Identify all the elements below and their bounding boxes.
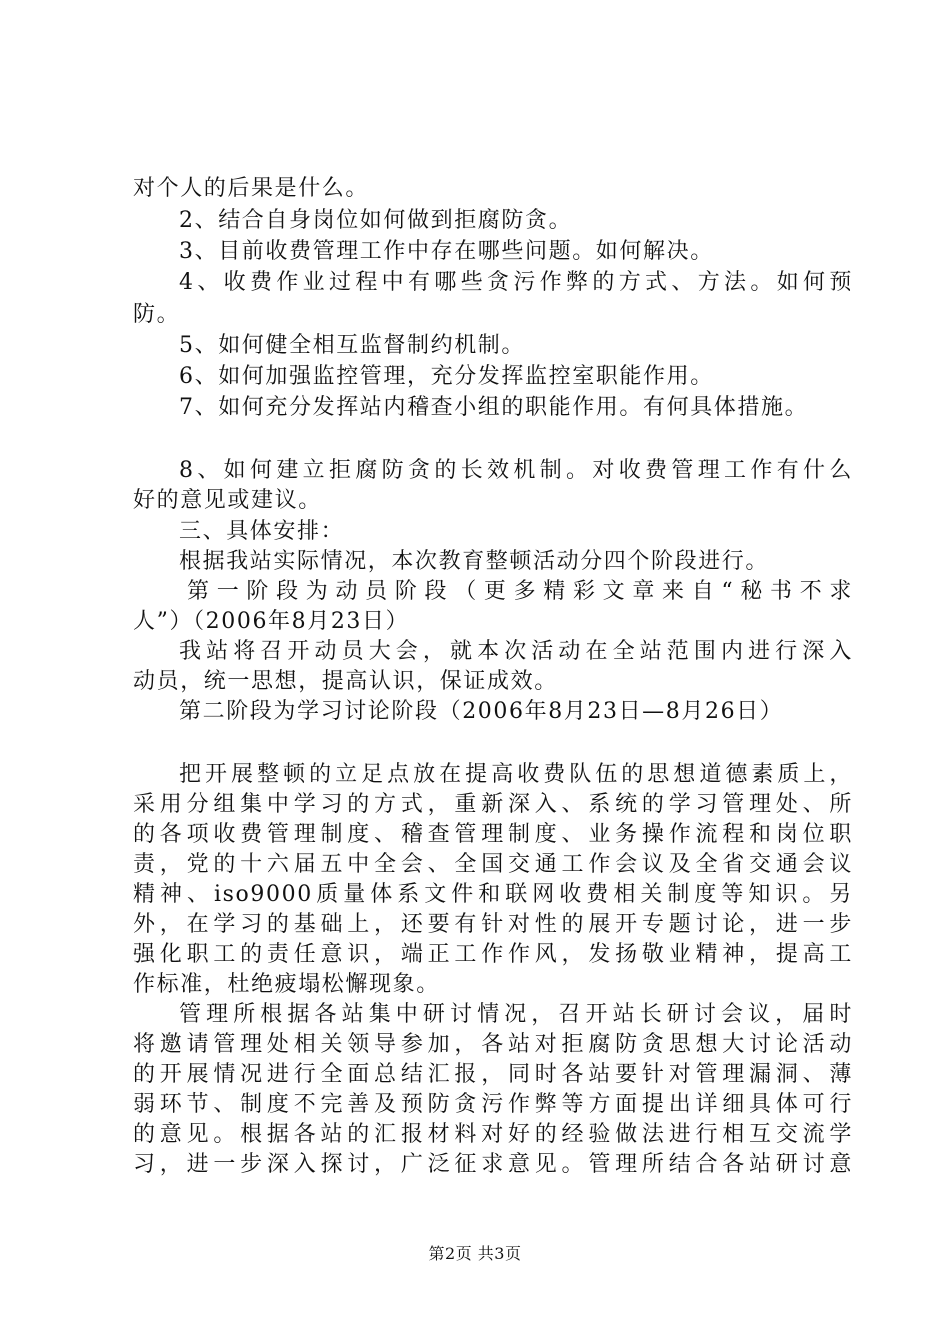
paragraph-line: 将邀请管理处相关领导参加，各站对拒腐防贪思想大讨论活动	[133, 1032, 853, 1057]
paragraph-line: 精神、iso9000质量体系文件和联网收费相关制度等知识。另	[133, 882, 853, 907]
section-heading: 三、具体安排：	[179, 519, 345, 544]
paragraph-line: 人”）（2006年8月23日）	[133, 609, 410, 634]
paragraph-line: 对个人的后果是什么。	[133, 176, 370, 201]
paragraph-line: 弱环节、制度不完善及预防贪污作弊等方面提出详细具体可行	[133, 1092, 853, 1117]
paragraph-line: 管理所根据各站集中研讨情况，召开站长研讨会议，届时	[179, 1002, 853, 1027]
paragraph-line: 好的意见或建议。	[133, 488, 322, 513]
paragraph-line: 第一阶段为动员阶段（更多精彩文章来自“秘书不求	[187, 579, 853, 604]
paragraph-line: 我站将召开动员大会，就本次活动在全站范围内进行深入	[179, 639, 853, 664]
paragraph-line: 防。	[133, 302, 181, 327]
paragraph-line: 采用分组集中学习的方式，重新深入、系统的学习管理处、所	[133, 792, 853, 817]
page-number-footer: 第2页 共3页	[428, 1244, 522, 1263]
paragraph-line: 2、结合自身岗位如何做到拒腐防贪。	[179, 208, 573, 233]
paragraph-line: 7、如何充分发挥站内稽查小组的职能作用。有何具体措施。	[179, 395, 809, 420]
paragraph-line: 把开展整顿的立足点放在提高收费队伍的思想道德素质上，	[179, 762, 853, 787]
paragraph-line: 5、如何健全相互监督制约机制。	[179, 333, 525, 358]
paragraph-line: 责，党的十六届五中全会、全国交通工作会议及全省交通会议	[133, 852, 853, 877]
paragraph-line: 4、收费作业过程中有哪些贪污作弊的方式、方法。如何预	[179, 270, 853, 295]
paragraph-line: 8、如何建立拒腐防贪的长效机制。对收费管理工作有什么	[179, 458, 853, 483]
paragraph-line: 的各项收费管理制度、稽查管理制度、业务操作流程和岗位职	[133, 822, 853, 847]
paragraph-line: 的意见。根据各站的汇报材料对好的经验做法进行相互交流学	[133, 1122, 853, 1147]
paragraph-line: 作标准，杜绝疲塌松懈现象。	[133, 972, 440, 997]
paragraph-line: 习，进一步深入探讨，广泛征求意见。管理所结合各站研讨意	[133, 1152, 853, 1177]
paragraph-line: 的开展情况进行全面总结汇报，同时各站要针对管理漏洞、薄	[133, 1062, 853, 1087]
paragraph-line: 6、如何加强监控管理，充分发挥监控室职能作用。	[179, 364, 714, 389]
paragraph-line: 外，在学习的基础上，还要有针对性的展开专题讨论，进一步	[133, 912, 853, 937]
paragraph-line: 3、目前收费管理工作中存在哪些问题。如何解决。	[179, 239, 714, 264]
paragraph-line: 动员，统一思想，提高认识，保证成效。	[133, 669, 558, 694]
paragraph-line: 第二阶段为学习讨论阶段（2006年8月23日—8月26日）	[179, 699, 784, 724]
paragraph-line: 根据我站实际情况，本次教育整顿活动分四个阶段进行。	[179, 549, 770, 574]
paragraph-line: 强化职工的责任意识，端正工作作风，发扬敬业精神，提高工	[133, 942, 853, 967]
